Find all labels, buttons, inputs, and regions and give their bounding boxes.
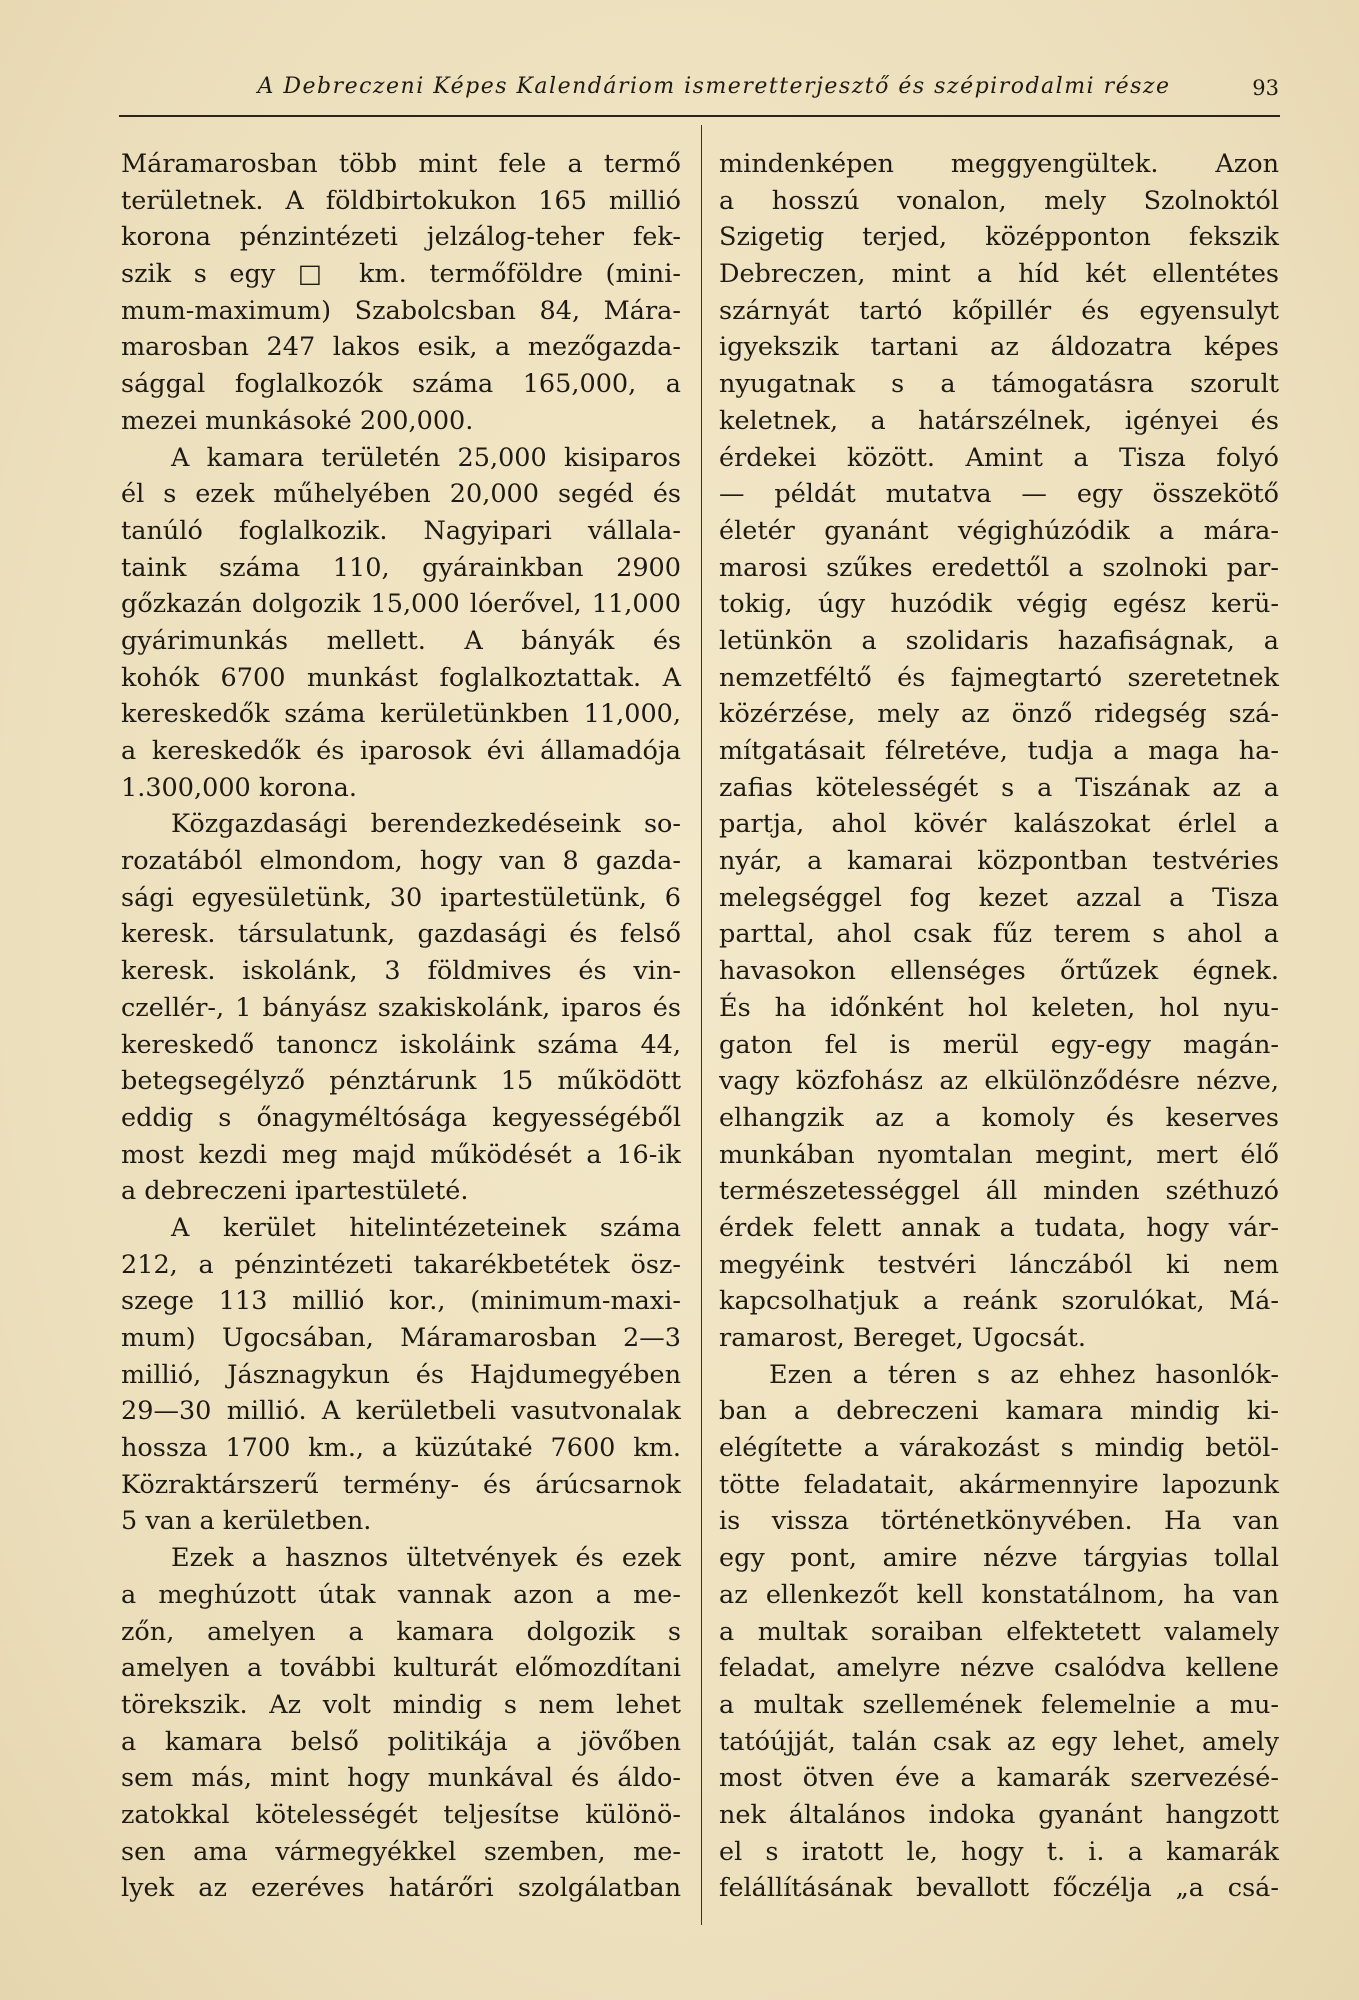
text-line: feladat, amelyre nézve csalódva kellene (719, 1653, 1279, 1684)
text-line: elégítette a várakozást s mindig betöl- (719, 1433, 1279, 1464)
text-line: érdekei között. Amint a Tisza folyó (719, 442, 1279, 473)
text-line: az ellenkezőt kell konstatálnom, ha van (719, 1579, 1279, 1610)
text-line: sem más, mint hogy munkával és áldo- (121, 1763, 681, 1794)
text-line: 212, a pénzintézeti takarékbetétek ösz- (121, 1249, 681, 1280)
text-line: keletnek, a határszélnek, igényei és (719, 405, 1279, 436)
text-line: a multak szellemének felemelnie a mu- (719, 1689, 1279, 1720)
text-line: czellér-, 1 bányász szakiskolánk, iparos és (121, 992, 681, 1023)
text-line: is vissza történetkönyvében. Ha van (719, 1506, 1279, 1537)
text-line: — példát mutatva — egy összekötő (719, 479, 1279, 510)
text-line: És ha időnként hol keleten, hol nyu- (719, 992, 1279, 1023)
text-line: kohók 6700 munkást foglalkoztattak. A (121, 662, 681, 693)
text-line: mezei munkásoké 200,000. (121, 405, 474, 436)
text-line: tatóújját, talán csak az egy lehet, amely (719, 1726, 1279, 1757)
text-line: amelyen a további kulturát előmozdítani (121, 1653, 681, 1684)
text-line: természetességgel áll minden széthuzó (719, 1176, 1279, 1207)
text-line: él s ezek műhelyében 20,000 segéd és (121, 479, 681, 510)
text-line: mum) Ugocsában, Máramarosban 2—3 (121, 1323, 681, 1353)
text-line: keresk. iskolánk, 3 földmives és vin- (121, 956, 681, 987)
text-line: Máramarosban több mint fele a termő (121, 149, 681, 179)
text-line: taink száma 110, gyárainkban 2900 (121, 552, 681, 583)
text-line: most kezdi meg majd működését a 16-ik (121, 1139, 681, 1170)
text-line: mum-maximum) Szabolcsban 84, Mára- (121, 295, 681, 326)
text-line: életér gyanánt végighúzódik a mára- (719, 515, 1279, 546)
text-line: zőn, amelyen a kamara dolgozik s (121, 1616, 681, 1647)
running-header (124, 74, 1279, 114)
text-line: tötte feladatait, akármennyire lapozunk (719, 1469, 1279, 1500)
text-line: gyárimunkás mellett. A bányák és (121, 625, 681, 656)
text-line: el s iratott le, hogy t. i. a kamarák (719, 1836, 1279, 1867)
text-line: felállításának bevallott főczélja „a csá- (719, 1873, 1279, 1904)
text-line: Ezek a hasznos ültetvények és ezek (171, 1543, 681, 1574)
text-line: kapcsolhatjuk a reánk szorulókat, Má- (719, 1286, 1279, 1317)
text-line: hossza 1700 km., a küzútaké 7600 km. (121, 1433, 681, 1464)
text-line: zafias kötelességét s a Tiszának az a (719, 772, 1279, 803)
text-line: betegsegélyző pénztárunk 15 működött (121, 1066, 681, 1097)
text-line: rozatából elmondom, hogy van 8 gazda- (121, 846, 681, 877)
text-line: igyekszik tartani az áldozatra képes (719, 332, 1279, 363)
text-line: közérzése, mely az önző ridegség szá- (719, 699, 1279, 730)
text-line: zatokkal kötelességét teljesítse különö- (121, 1799, 681, 1830)
right-column (719, 146, 1279, 1907)
text-line: a hosszú vonalon, mely Szolnoktól (719, 185, 1279, 216)
text-line: területnek. A földbirtokukon 165 millió (121, 185, 681, 216)
text-line: marosban 247 lakos esik, a mezőgazda- (121, 332, 681, 363)
text-line: szik s egy □ km. termőföldre (mini- (121, 259, 681, 290)
text-line: nyár, a kamarai központban testvéries (719, 846, 1279, 877)
text-line: sen ama vármegyékkel szemben, me- (121, 1836, 681, 1867)
text-line: a meghúzott útak vannak azon a me- (121, 1579, 681, 1610)
text-line: 1.300,000 korona. (121, 772, 357, 803)
text-line: eddig s őnagyméltósága kegyességéből (121, 1102, 681, 1133)
text-line: szege 113 millió kor., (minimum-maxi- (121, 1286, 681, 1317)
text-line: vagy közfohász az elkülönződésre nézve, (719, 1066, 1279, 1097)
text-line: Közgazdasági berendezkedéseink so- (171, 809, 681, 840)
text-line: a kereskedők és iparosok évi államadója (121, 736, 681, 766)
text-line: elhangzik az a komoly és keserves (719, 1102, 1279, 1133)
text-line: a multak soraiban elfektetett valamely (719, 1616, 1279, 1647)
text-line: egy pont, amire nézve tárgyias tollal (719, 1543, 1279, 1574)
text-line: parttal, ahol csak fűz terem s ahol a (719, 919, 1279, 950)
text-line: munkában nyomtalan megint, mert élő (719, 1139, 1279, 1170)
text-line: sággal foglalkozók száma 165,000, a (121, 369, 681, 400)
text-line: kereskedő tanoncz iskoláink száma 44, (121, 1029, 681, 1060)
text-line: szárnyát tartó kőpillér és egyensulyt (719, 295, 1279, 326)
text-line: partja, ahol kövér kalászokat érlel a (719, 809, 1279, 840)
text-line: megyéink testvéri lánczából ki nem (719, 1249, 1279, 1280)
left-column (121, 146, 681, 1907)
text-line: 29—30 millió. A kerületbeli vasutvonalak (121, 1396, 681, 1427)
text-line: melegséggel fog kezet azzal a Tisza (719, 882, 1279, 913)
header-title: A Debreczeni Képes Kalendáriom ismeretterjesztő és szépirodalmi része (257, 74, 1171, 99)
text-line: tanúló foglalkozik. Nagyipari vállala- (121, 515, 681, 546)
header-rule (119, 115, 1280, 117)
text-line: havasokon ellenséges őrtűzek égnek. (719, 956, 1279, 987)
text-line: mindenképen meggyengültek. Azon (719, 149, 1279, 179)
text-line: nek általános indoka gyanánt hangzott (719, 1799, 1279, 1830)
column-divider (701, 125, 702, 1925)
text-line: Szigetig terjed, középponton fekszik (719, 222, 1279, 253)
text-line: érdek felett annak a tudata, hogy vár- (719, 1212, 1279, 1243)
text-line: lyek az ezeréves határőri szolgálatban (121, 1873, 681, 1904)
text-line: a kamara belső politikája a jövőben (121, 1726, 681, 1757)
text-line: letünkön a szolidaris hazafiságnak, a (719, 625, 1279, 656)
text-line: nyugatnak s a támogatásra szorult (719, 369, 1279, 400)
text-line: Ezen a téren s az ehhez hasonlók- (769, 1359, 1279, 1390)
text-line: Debreczen, mint a híd két ellentétes (719, 259, 1279, 290)
text-line: kereskedők száma kerületünkben 11,000, (121, 699, 681, 730)
text-line: ban a debreczeni kamara mindig ki- (719, 1396, 1279, 1427)
text-line: tokig, úgy huzódik végig egész kerü- (719, 589, 1279, 620)
text-line: gaton fel is merül egy-egy magán- (719, 1029, 1279, 1060)
text-line: marosi szűkes eredettől a szolnoki par- (719, 552, 1279, 583)
text-line: A kamara területén 25,000 kisiparos (171, 442, 681, 473)
text-line: 5 van a kerületben. (121, 1506, 372, 1537)
text-line: a debreczeni ipartestületé. (121, 1176, 469, 1207)
text-line: gőzkazán dolgozik 15,000 lóerővel, 11,000 (121, 589, 681, 620)
text-line: törekszik. Az volt mindig s nem lehet (121, 1689, 681, 1720)
page-number: 93 (1252, 76, 1279, 100)
text-line: ramarost, Bereget, Ugocsát. (719, 1323, 1086, 1353)
text-line: mítgatásait félretéve, tudja a maga ha- (719, 736, 1279, 766)
text-line: nemzetféltő és fajmegtartó szeretetnek (719, 662, 1279, 693)
text-line: millió, Jásznagykun és Hajdumegyében (121, 1359, 681, 1390)
text-line: A kerület hitelintézeteinek száma (171, 1212, 681, 1243)
text-line: keresk. társulatunk, gazdasági és felső (121, 919, 681, 950)
text-line: Közraktárszerű termény- és árúcsarnok (121, 1469, 681, 1500)
text-line: most ötven éve a kamarák szervezésé- (719, 1763, 1279, 1794)
text-line: sági egyesületünk, 30 ipartestületünk, 6 (121, 882, 681, 913)
text-line: korona pénzintézeti jelzálog-teher fek- (121, 222, 681, 253)
